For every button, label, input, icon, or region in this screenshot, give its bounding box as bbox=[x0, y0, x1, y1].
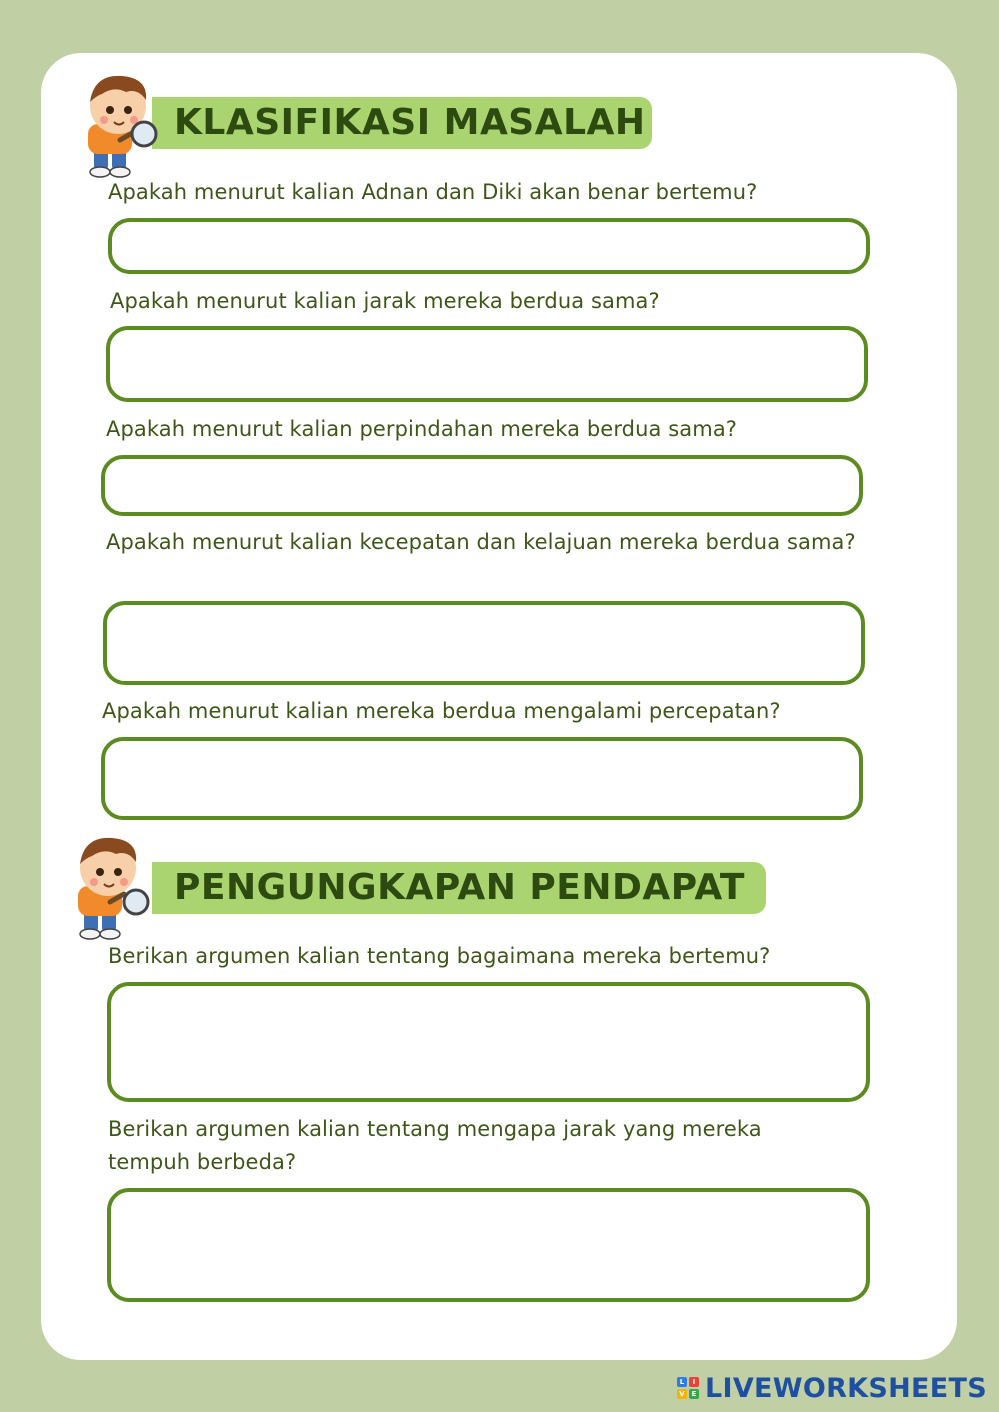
answer-field-7[interactable] bbox=[107, 1188, 870, 1302]
section-title-pengungkapan: PENGUNGKAPAN PENDAPAT bbox=[152, 862, 766, 914]
logo-letter-i: I bbox=[689, 1377, 699, 1387]
question-7: Berikan argumen kalian tentang mengapa jarak yang mereka tempuh berbeda? bbox=[108, 1117, 762, 1174]
logo-letter-e: E bbox=[689, 1389, 699, 1399]
logo-letter-v: V bbox=[677, 1389, 687, 1399]
liveworksheets-logo-icon bbox=[677, 1377, 699, 1399]
detective-kid-mascot-icon bbox=[72, 68, 164, 178]
question-1: Apakah menurut kalian Adnan dan Diki akan benar bertemu? bbox=[108, 180, 758, 204]
answer-field-2[interactable] bbox=[106, 326, 868, 402]
answer-field-6[interactable] bbox=[107, 982, 870, 1102]
question-5: Apakah menurut kalian mereka berdua mengalami percepatan? bbox=[102, 699, 781, 723]
question-6: Berikan argumen kalian tentang bagaimana mereka bertemu? bbox=[108, 944, 771, 968]
question-2: Apakah menurut kalian jarak mereka berdua sama? bbox=[110, 289, 660, 313]
question-4: Apakah menurut kalian kecepatan dan kelajuan mereka berdua sama? bbox=[106, 530, 856, 554]
logo-letter-l: L bbox=[677, 1377, 687, 1387]
answer-field-5[interactable] bbox=[101, 737, 863, 820]
section-title-klasifikasi: KLASIFIKASI MASALAH bbox=[152, 97, 652, 149]
answer-field-1[interactable] bbox=[108, 218, 870, 274]
answer-field-3[interactable] bbox=[101, 455, 863, 516]
liveworksheets-logo[interactable] bbox=[677, 1372, 987, 1404]
answer-field-4[interactable] bbox=[103, 601, 865, 685]
brand-name: LIVEWORKSHEETS bbox=[704, 1372, 987, 1404]
detective-kid-mascot-icon bbox=[62, 830, 154, 940]
question-3: Apakah menurut kalian perpindahan mereka berdua sama? bbox=[106, 417, 738, 441]
